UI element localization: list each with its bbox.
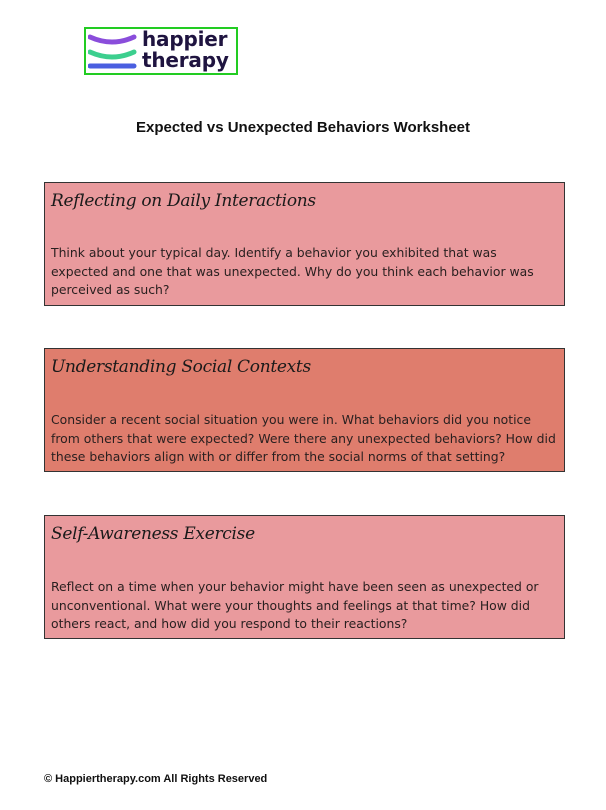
prompt-body: Consider a recent social situation you were in. What behaviors did you notice from others that were expected? Were there any unexpected behaviors? How did these behaviors align with or differ from the social norms of that setting? <box>51 412 556 464</box>
prompt-heading: Understanding Social Contexts <box>51 357 311 377</box>
prompt-card-3 <box>44 515 565 639</box>
prompt-card-1 <box>44 182 565 306</box>
brand-logo <box>84 27 238 75</box>
copyright-footer: © Happiertherapy.com All Rights Reserved <box>44 773 268 785</box>
logo-wordmark <box>142 29 229 71</box>
prompt-card-2 <box>44 348 565 472</box>
logo-line-2: therapy <box>142 48 229 72</box>
prompt-heading: Self-Awareness Exercise <box>51 524 255 544</box>
logo-line-1: happier <box>142 27 228 51</box>
prompt-heading: Reflecting on Daily Interactions <box>51 191 316 211</box>
page-title: Expected vs Unexpected Behaviors Worksheet <box>135 119 471 136</box>
prompt-body: Reflect on a time when your behavior might have been seen as unexpected or unconventional. What were your thoughts and feelings at that time? How did others react, and how did you respond to their reactions? <box>51 579 539 631</box>
logo-waves-icon <box>88 33 140 73</box>
prompt-body: Think about your typical day. Identify a behavior you exhibited that was expected and one that was unexpected. Why do you think each behavior was perceived as such? <box>51 245 534 297</box>
